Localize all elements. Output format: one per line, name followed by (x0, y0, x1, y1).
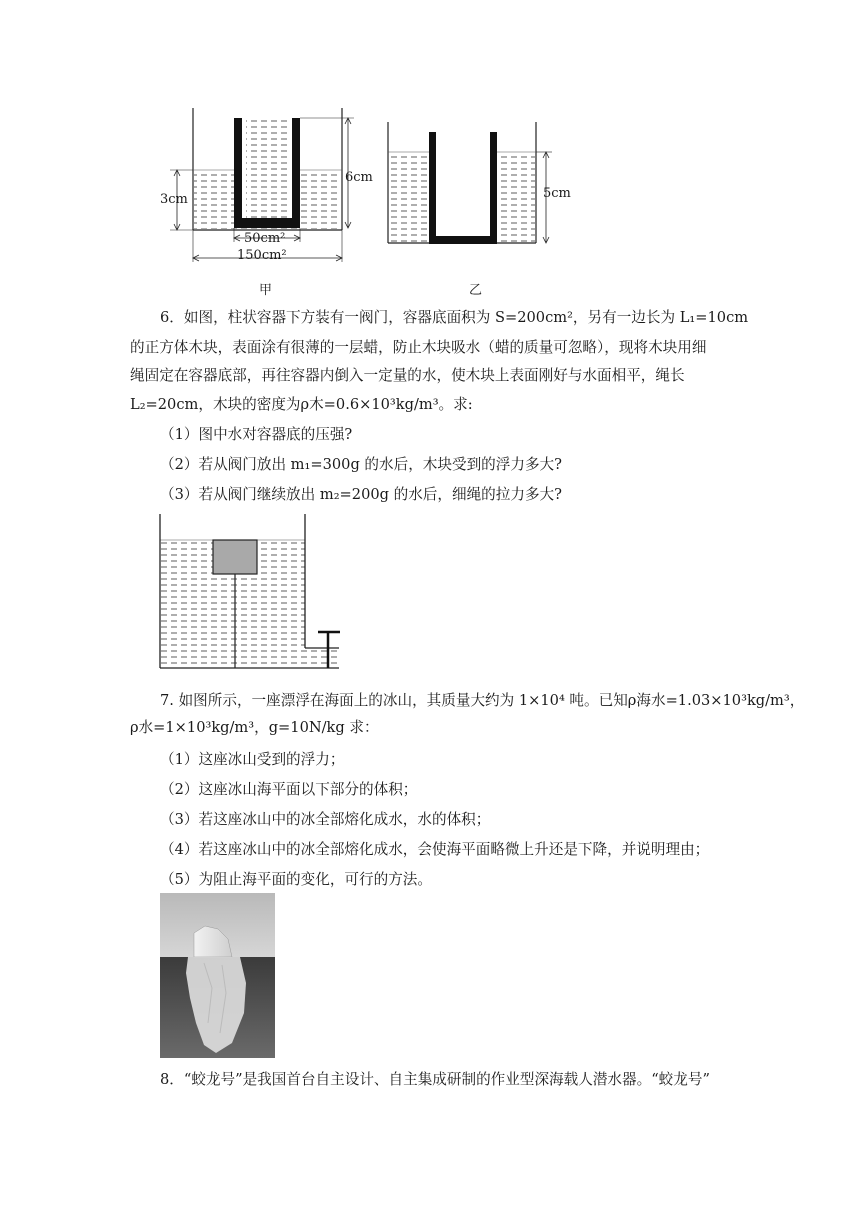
q7-sub5: （5）为阻止海平面的变化，可行的方法。 (160, 871, 432, 888)
q7-sub1: （1）这座冰山受到的浮力； (160, 751, 345, 768)
container-yi (388, 122, 552, 244)
q8-line1: 8．“蛟龙号”是我国首台自主设计、自主集成研制的作业型深海载人潜水器。“蛟龙号” (160, 1071, 710, 1088)
label-150cm2: 150cm² (237, 248, 287, 263)
label-5cm: 5cm (543, 186, 571, 201)
q6-sub3: （3）若从阀门继续放出 m₂=200g 的水后，细绳的拉力多大? (160, 486, 562, 503)
q6-line1: 6．如图，柱状容器下方装有一阀门，容器底面积为 S=200cm²，另有一边长为 L₁=10cm (160, 309, 749, 326)
q6-line2: 的正方体木块，表面涂有很薄的一层蜡，防止木块吸水（蜡的质量可忽略），现将木块用细 (130, 339, 707, 356)
q6-sub2: （2）若从阀门放出 m₁=300g 的水后，木块受到的浮力多大? (160, 456, 562, 473)
q6-line3: 绳固定在容器底部，再往容器内倒入一定量的水，使木块上表面刚好与水面相平，绳长 (130, 367, 685, 384)
label-50cm2: 50cm² (244, 231, 286, 246)
caption-jia: 甲 (259, 283, 273, 298)
figure-jia-yi (150, 100, 590, 300)
label-6cm: 6cm (345, 170, 373, 185)
caption-yi: 乙 (469, 283, 483, 298)
iceberg-image (160, 893, 275, 1058)
label-3cm: 3cm (160, 192, 188, 207)
q7-sub3: （3）若这座冰山中的冰全部熔化成水，水的体积； (160, 811, 491, 828)
q7-sub4: （4）若这座冰山中的冰全部熔化成水，会使海平面略微上升还是下降，并说明理由； (160, 841, 710, 858)
q6-sub1: （1）图中水对容器底的压强? (160, 426, 353, 443)
figure-q6-container (150, 510, 350, 675)
q7-line2: ρ水=1×10³kg/m³，g=10N/kg 求： (130, 719, 379, 736)
q7-line1: 7. 如图所示，一座漂浮在海面上的冰山，其质量大约为 1×10⁴ 吨。已知ρ海水=1.03×10³kg/m³， (160, 692, 805, 709)
q7-sub2: （2）这座冰山海平面以下部分的体积； (160, 781, 418, 798)
wood-block (213, 540, 257, 574)
q6-line4: L₂=20cm，木块的密度为ρ木=0.6×10³kg/m³。求: (130, 396, 473, 413)
